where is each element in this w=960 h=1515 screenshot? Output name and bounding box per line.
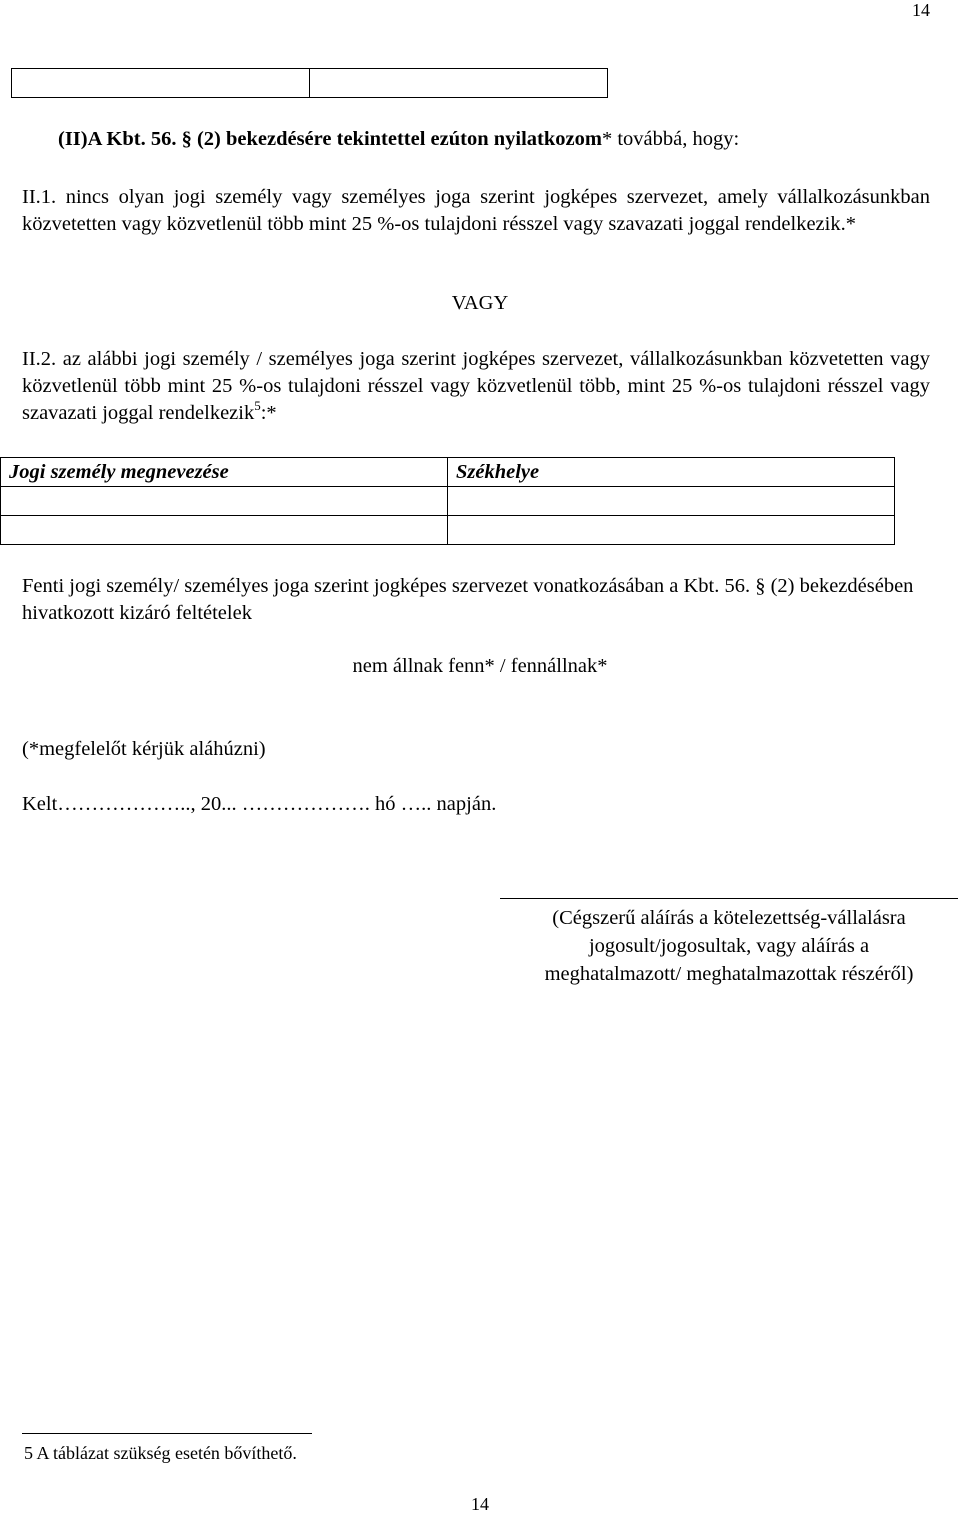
paragraph-ii-2 <box>22 346 930 427</box>
footnote-separator <box>22 1433 312 1434</box>
table-cell[interactable] <box>1 516 448 545</box>
paragraph-ii-2-tail: :* <box>260 402 277 424</box>
paragraph-ii-2-text: II.2. az alábbi jogi személy / személyes joga szerint jogképes szervezet, vállalkozásunkban közvetetten vagy közvetlenül több mint 25 %-os tulajdoni résszel vagy közvetlenül több, mint 25 %-os tulajdoni résszel vagy szavazati joggal rendelkezik <box>22 348 930 424</box>
signature-caption-line: jogosult/jogosultak, vagy aláírás a <box>588 935 870 957</box>
footnote-reference: 5 <box>254 398 261 413</box>
signature-caption-line: (Cégszerű aláírás a kötelezettség-vállalásra <box>552 907 906 929</box>
table-cell[interactable] <box>448 516 895 545</box>
date-line[interactable]: Kelt……………….., 20... ………………. hó ….. napján. <box>22 793 497 815</box>
paragraph-ii-1: II.1. nincs olyan jogi személy vagy személyes joga szerint jogképes szervezet, amely vállalkozásunkban közvetetten vagy közvetlenül több mint 25 %-os tulajdoni résszel vagy szavazati joggal rendelkezik.* <box>22 186 930 235</box>
top-table-cell[interactable] <box>12 69 310 98</box>
vagy-separator: VAGY <box>451 292 509 314</box>
top-empty-table <box>11 68 608 98</box>
top-table-cell[interactable] <box>310 69 608 98</box>
heading-normal-part: * továbbá, hogy: <box>601 128 740 150</box>
declaration-heading <box>58 128 739 151</box>
paragraph-exclusion-conditions: Fenti jogi személy/ személyes joga szerint jogképes szervezet vonatkozásában a Kbt. 56. § (2) bekezdésében hivatkozott kizáró feltételek <box>22 575 914 624</box>
page-number-bottom: 14 <box>471 1494 489 1514</box>
options-line[interactable]: nem állnak fenn* / fennállnak* <box>352 655 608 677</box>
signature-caption <box>500 904 958 988</box>
signature-line[interactable] <box>500 898 958 899</box>
table-cell[interactable] <box>1 487 448 516</box>
table-row <box>1 516 895 545</box>
heading-bold-part: (II)A Kbt. 56. § (2) bekezdésére tekintettel ezúton nyilatkozom <box>58 128 602 150</box>
underline-note: (*megfelelőt kérjük aláhúzni) <box>22 738 266 760</box>
footnote: 5 A táblázat szükség esetén bővíthető. <box>24 1443 297 1463</box>
owner-table <box>0 457 895 545</box>
header-registered-office: Székhelye <box>448 458 895 487</box>
header-legal-entity-name: Jogi személy megnevezése <box>1 458 448 487</box>
signature-caption-line: meghatalmazott/ meghatalmazottak részéről) <box>544 963 914 985</box>
table-cell[interactable] <box>448 487 895 516</box>
table-row <box>1 487 895 516</box>
page-number-top: 14 <box>912 0 930 20</box>
table-header-row <box>1 458 895 487</box>
